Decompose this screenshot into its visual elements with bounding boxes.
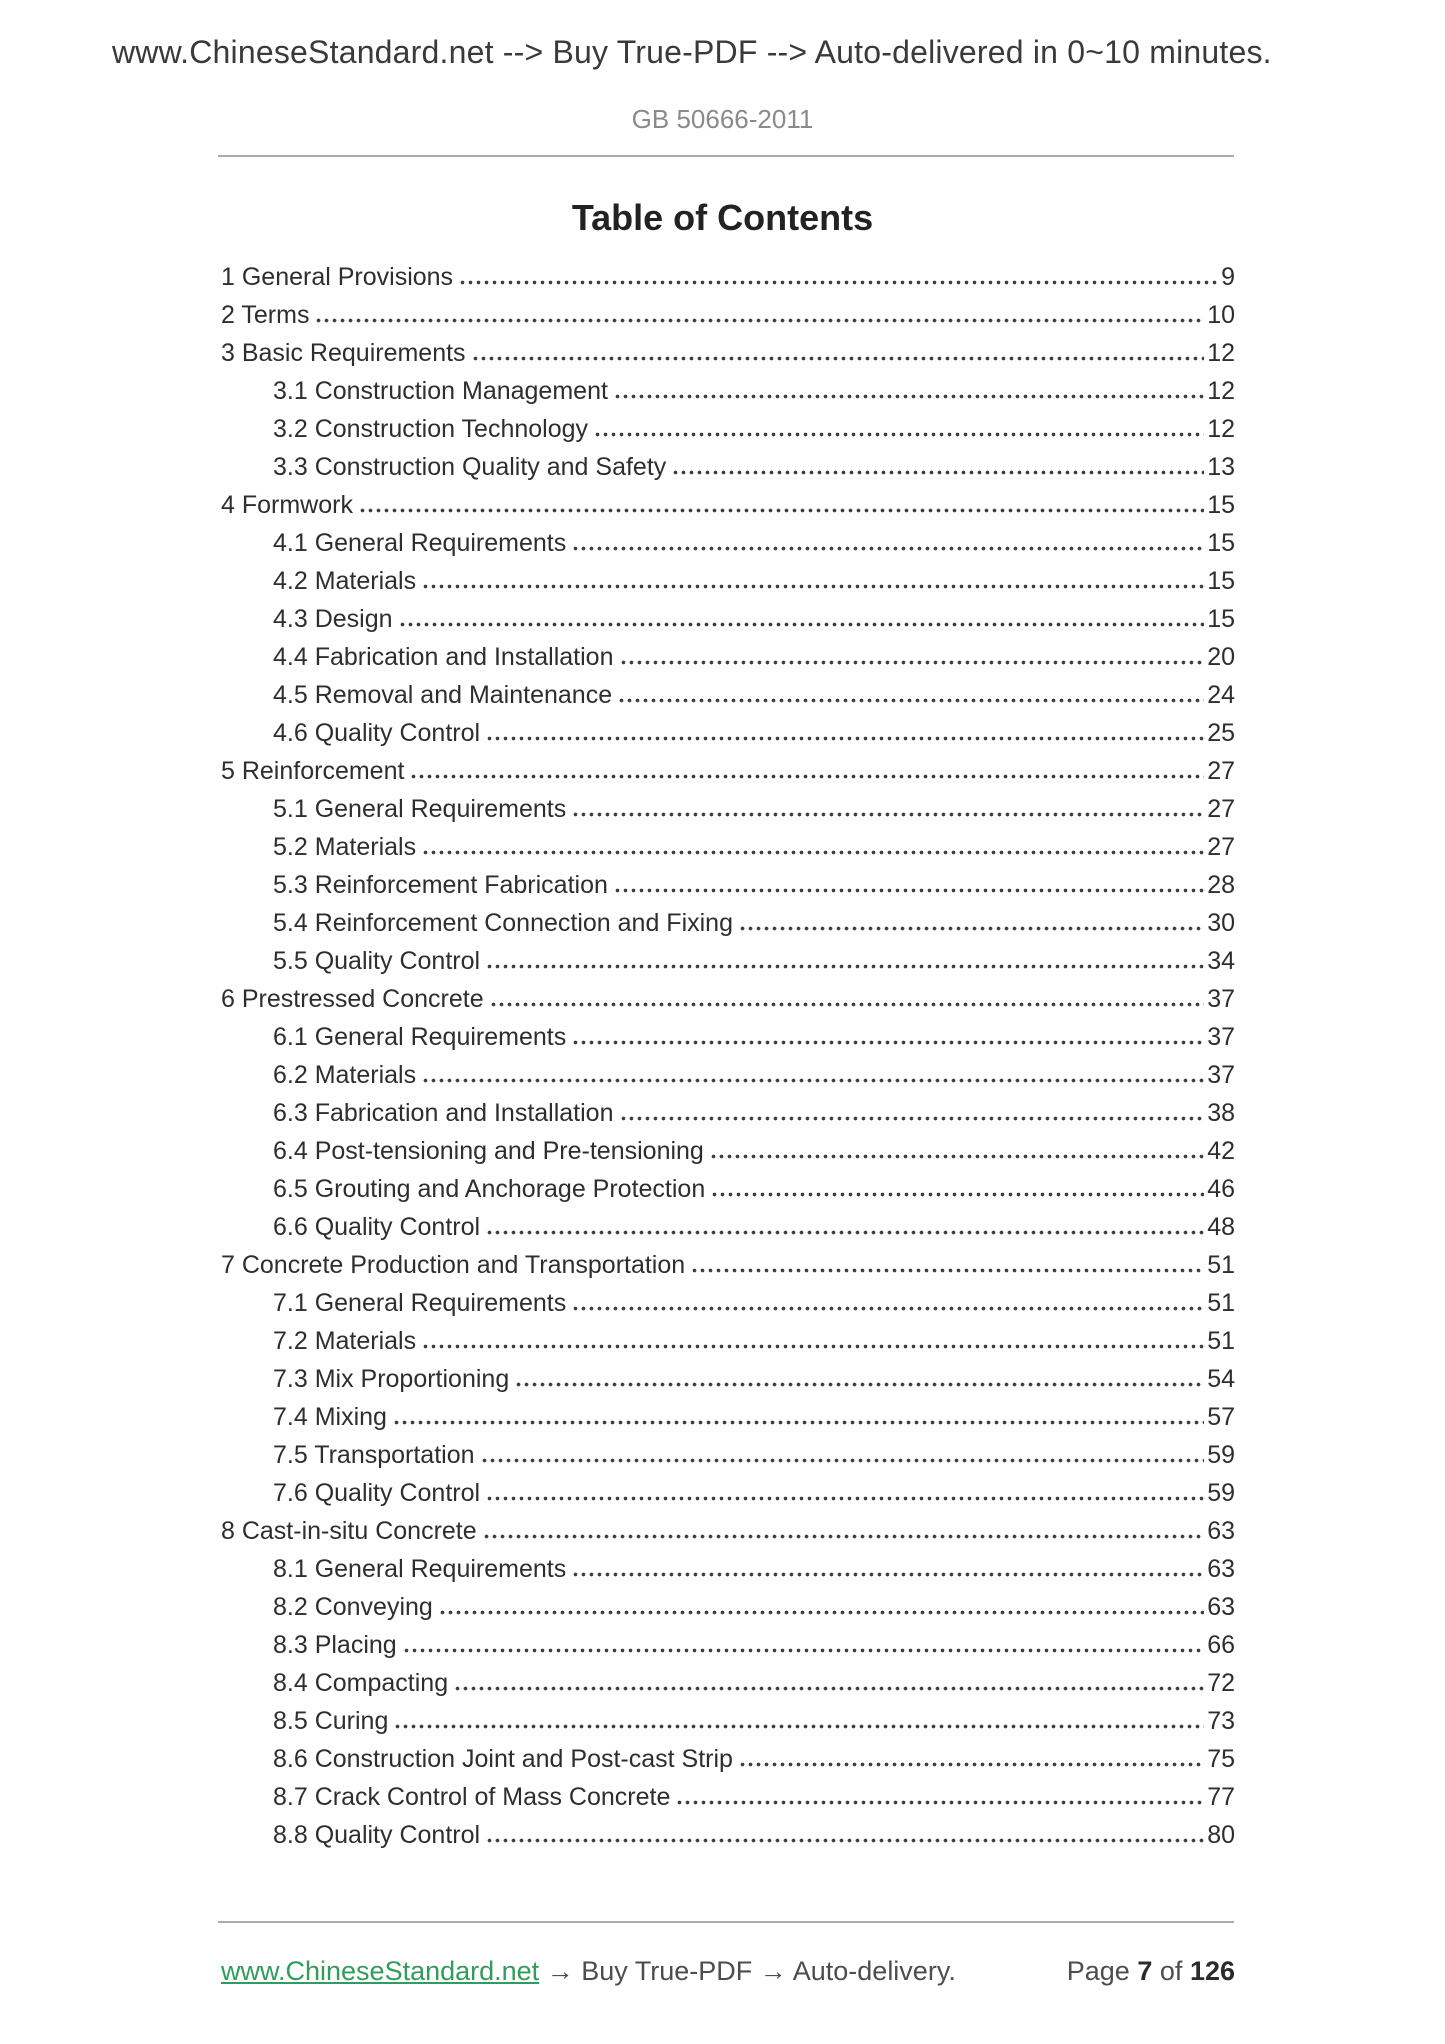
toc-entry-page: 12 <box>1207 339 1235 367</box>
toc-entry-page: 15 <box>1207 491 1235 519</box>
dot-leader <box>711 1154 1204 1159</box>
toc-entry-page: 75 <box>1207 1745 1235 1773</box>
toc-entry[interactable] <box>221 1137 1235 1175</box>
toc-entry[interactable] <box>221 1707 1235 1745</box>
toc-entry[interactable] <box>221 1251 1235 1289</box>
dot-leader <box>516 1382 1204 1387</box>
toc-entry-label: 5.2 Materials <box>273 833 417 861</box>
toc-entry-label: 8.4 Compacting <box>273 1669 449 1697</box>
dot-leader <box>423 584 1204 589</box>
dot-leader <box>394 1420 1204 1425</box>
toc-entry[interactable] <box>221 985 1235 1023</box>
toc-entry-label: 1 General Provisions <box>221 263 454 291</box>
toc-entry-label: 8.1 General Requirements <box>273 1555 567 1583</box>
dot-leader <box>491 1002 1205 1007</box>
toc-entry[interactable] <box>221 529 1235 567</box>
dot-leader <box>487 1838 1204 1843</box>
toc-entry[interactable] <box>221 1593 1235 1631</box>
toc-entry-label: 8.8 Quality Control <box>273 1821 481 1849</box>
header-divider <box>218 155 1234 157</box>
toc-entry[interactable] <box>221 1517 1235 1555</box>
toc-entry[interactable] <box>221 833 1235 871</box>
dot-leader <box>619 698 1204 703</box>
toc-entry-page: 46 <box>1207 1175 1235 1203</box>
toc-entry[interactable] <box>221 795 1235 833</box>
toc-entry-label: 4.4 Fabrication and Installation <box>273 643 614 671</box>
toc-entry-page: 80 <box>1207 1821 1235 1849</box>
toc-entry-label: 8.2 Conveying <box>273 1593 433 1621</box>
toc-entry-label: 2 Terms <box>221 301 310 329</box>
toc-entry-page: 51 <box>1207 1251 1235 1279</box>
toc-entry-page: 27 <box>1207 795 1235 823</box>
toc-entry-label: 7.6 Quality Control <box>273 1479 481 1507</box>
toc-entry[interactable] <box>221 1479 1235 1517</box>
toc-entry-page: 37 <box>1207 1023 1235 1051</box>
toc-entry-label: 8.6 Construction Joint and Post-cast Strip <box>273 1745 733 1773</box>
toc-entry[interactable] <box>221 339 1235 377</box>
toc-entry-page: 27 <box>1207 757 1235 785</box>
dot-leader <box>360 508 1204 513</box>
toc-entry-page: 42 <box>1207 1137 1235 1165</box>
toc-entry[interactable] <box>221 1555 1235 1593</box>
toc-entry-label: 7 Concrete Production and Transportation <box>221 1251 686 1279</box>
toc-entry[interactable] <box>221 1783 1235 1821</box>
toc-entry-page: 38 <box>1207 1099 1235 1127</box>
dot-leader <box>455 1686 1204 1691</box>
toc-entry-label: 7.5 Transportation <box>273 1441 475 1469</box>
toc-entry-page: 15 <box>1207 567 1235 595</box>
toc-entry[interactable] <box>221 453 1235 491</box>
dot-leader <box>423 1344 1204 1349</box>
toc-entry-label: 7.1 General Requirements <box>273 1289 567 1317</box>
dot-leader <box>460 280 1218 285</box>
toc-entry-label: 5.3 Reinforcement Fabrication <box>273 871 608 899</box>
toc-entry-label: 4 Formwork <box>221 491 353 519</box>
dot-leader <box>487 1496 1204 1501</box>
dot-leader <box>692 1268 1204 1273</box>
toc-entry-label: 6 Prestressed Concrete <box>221 985 484 1013</box>
dot-leader <box>487 964 1204 969</box>
toc-entry[interactable] <box>221 567 1235 605</box>
dot-leader <box>677 1800 1204 1805</box>
toc-entry-label: 6.2 Materials <box>273 1061 417 1089</box>
toc-entry-label: 4.1 General Requirements <box>273 529 567 557</box>
toc-entry[interactable] <box>221 1023 1235 1061</box>
dot-leader <box>673 470 1204 475</box>
toc-entry-page: 13 <box>1207 453 1235 481</box>
page-current: 7 <box>1137 1956 1153 1986</box>
page-total: 126 <box>1189 1956 1235 1986</box>
dot-leader <box>487 1230 1204 1235</box>
table-of-contents <box>221 263 1235 1859</box>
toc-entry[interactable] <box>221 377 1235 415</box>
toc-entry[interactable] <box>221 491 1235 529</box>
toc-entry[interactable] <box>221 643 1235 681</box>
toc-entry-page: 34 <box>1207 947 1235 975</box>
toc-entry[interactable] <box>221 947 1235 985</box>
dot-leader <box>573 1572 1204 1577</box>
toc-entry[interactable] <box>221 1175 1235 1213</box>
toc-entry-page: 63 <box>1207 1517 1235 1545</box>
toc-entry-page: 54 <box>1207 1365 1235 1393</box>
toc-entry-label: 6.6 Quality Control <box>273 1213 481 1241</box>
header-promo-text: www.ChineseStandard.net --> Buy True-PDF --> Auto-delivered in 0~10 minutes. <box>112 34 1272 70</box>
toc-entry-label: 8.7 Crack Control of Mass Concrete <box>273 1783 671 1811</box>
dot-leader <box>621 1116 1205 1121</box>
dot-leader <box>573 1040 1204 1045</box>
page-of-label: of <box>1159 1956 1183 1986</box>
toc-entry-page: 37 <box>1207 1061 1235 1089</box>
document-number: GB 50666-2011 <box>631 104 814 134</box>
toc-entry-label: 7.4 Mixing <box>273 1403 387 1431</box>
toc-entry-page: 12 <box>1207 415 1235 443</box>
toc-entry-page: 48 <box>1207 1213 1235 1241</box>
toc-entry-label: 8 Cast-in-situ Concrete <box>221 1517 477 1545</box>
toc-entry-page: 51 <box>1207 1327 1235 1355</box>
toc-entry-label: 6.3 Fabrication and Installation <box>273 1099 614 1127</box>
dot-leader <box>595 432 1204 437</box>
toc-entry[interactable] <box>221 301 1235 339</box>
dot-leader <box>423 1078 1204 1083</box>
toc-entry-page: 59 <box>1207 1479 1235 1507</box>
page-title: Table of Contents <box>571 197 874 238</box>
dot-leader <box>404 1648 1204 1653</box>
dot-leader <box>621 660 1205 665</box>
toc-entry-label: 8.3 Placing <box>273 1631 397 1659</box>
toc-entry-page: 12 <box>1207 377 1235 405</box>
toc-entry-label: 3.2 Construction Technology <box>273 415 589 443</box>
footer-promo-text: → Buy True-PDF → Auto-delivery. <box>539 1956 956 1986</box>
toc-entry-page: 57 <box>1207 1403 1235 1431</box>
toc-entry-label: 6.5 Grouting and Anchorage Protection <box>273 1175 706 1203</box>
toc-entry[interactable] <box>221 1669 1235 1707</box>
toc-entry-page: 72 <box>1207 1669 1235 1697</box>
toc-entry[interactable] <box>221 1061 1235 1099</box>
toc-entry-page: 63 <box>1207 1555 1235 1583</box>
toc-entry[interactable] <box>221 1365 1235 1403</box>
toc-entry-label: 5.1 General Requirements <box>273 795 567 823</box>
toc-entry[interactable] <box>221 681 1235 719</box>
dot-leader <box>411 774 1204 779</box>
dot-leader <box>482 1458 1205 1463</box>
toc-entry-label: 8.5 Curing <box>273 1707 389 1735</box>
toc-entry-label: 5.5 Quality Control <box>273 947 481 975</box>
toc-entry-label: 5 Reinforcement <box>221 757 405 785</box>
toc-entry[interactable] <box>221 605 1235 643</box>
toc-entry[interactable] <box>221 1745 1235 1783</box>
toc-entry-label: 3.3 Construction Quality and Safety <box>273 453 667 481</box>
toc-entry[interactable] <box>221 1631 1235 1669</box>
dot-leader <box>423 850 1204 855</box>
toc-entry-page: 59 <box>1207 1441 1235 1469</box>
dot-leader <box>440 1610 1204 1615</box>
toc-entry[interactable] <box>221 415 1235 453</box>
toc-entry[interactable] <box>221 909 1235 947</box>
toc-entry-page: 77 <box>1207 1783 1235 1811</box>
toc-entry-label: 5.4 Reinforcement Connection and Fixing <box>273 909 733 937</box>
toc-entry-label: 3.1 Construction Management <box>273 377 608 405</box>
toc-entry-page: 66 <box>1207 1631 1235 1659</box>
dot-leader <box>487 736 1204 741</box>
toc-entry-page: 37 <box>1207 985 1235 1013</box>
toc-entry[interactable] <box>221 719 1235 757</box>
toc-entry-label: 6.4 Post-tensioning and Pre-tensioning <box>273 1137 704 1165</box>
footer <box>221 1956 1235 1987</box>
toc-entry-page: 51 <box>1207 1289 1235 1317</box>
toc-entry-label: 4.3 Design <box>273 605 393 633</box>
dot-leader <box>615 888 1204 893</box>
toc-entry-page: 25 <box>1207 719 1235 747</box>
footer-link[interactable]: www.ChineseStandard.net <box>221 1956 540 1986</box>
toc-entry[interactable] <box>221 1213 1235 1251</box>
toc-entry-page: 63 <box>1207 1593 1235 1621</box>
toc-entry-label: 3 Basic Requirements <box>221 339 466 367</box>
toc-entry[interactable] <box>221 1289 1235 1327</box>
dot-leader <box>400 622 1205 627</box>
footer-promo <box>221 1956 956 1987</box>
toc-entry-page: 10 <box>1207 301 1235 329</box>
toc-entry-label: 4.5 Removal and Maintenance <box>273 681 613 709</box>
toc-entry-page: 20 <box>1207 643 1235 671</box>
toc-entry-label: 4.6 Quality Control <box>273 719 481 747</box>
toc-entry[interactable] <box>221 263 1235 301</box>
dot-leader <box>316 318 1204 323</box>
toc-entry[interactable] <box>221 1403 1235 1441</box>
toc-entry-page: 73 <box>1207 1707 1235 1735</box>
toc-entry-label: 4.2 Materials <box>273 567 417 595</box>
toc-entry-page: 27 <box>1207 833 1235 861</box>
dot-leader <box>740 1762 1204 1767</box>
toc-entry-page: 24 <box>1207 681 1235 709</box>
dot-leader <box>573 812 1204 817</box>
dot-leader <box>484 1534 1205 1539</box>
toc-entry[interactable] <box>221 1099 1235 1137</box>
dot-leader <box>712 1192 1204 1197</box>
dot-leader <box>615 394 1204 399</box>
toc-entry-page: 9 <box>1221 263 1235 291</box>
dot-leader <box>473 356 1205 361</box>
toc-entry[interactable] <box>221 757 1235 795</box>
toc-entry-page: 15 <box>1207 529 1235 557</box>
toc-entry-page: 28 <box>1207 871 1235 899</box>
page-indicator-label: Page <box>1066 1956 1130 1986</box>
toc-entry-label: 7.3 Mix Proportioning <box>273 1365 510 1393</box>
page-indicator <box>1067 1956 1235 1987</box>
toc-entry[interactable] <box>221 1441 1235 1479</box>
toc-entry-label: 6.1 General Requirements <box>273 1023 567 1051</box>
footer-divider <box>218 1921 1234 1923</box>
toc-entry[interactable] <box>221 1821 1235 1859</box>
toc-entry-label: 7.2 Materials <box>273 1327 417 1355</box>
dot-leader <box>740 926 1204 931</box>
toc-entry-page: 30 <box>1207 909 1235 937</box>
toc-entry[interactable] <box>221 871 1235 909</box>
dot-leader <box>395 1724 1204 1729</box>
toc-entry[interactable] <box>221 1327 1235 1365</box>
dot-leader <box>573 546 1204 551</box>
toc-entry-page: 15 <box>1207 605 1235 633</box>
dot-leader <box>573 1306 1204 1311</box>
